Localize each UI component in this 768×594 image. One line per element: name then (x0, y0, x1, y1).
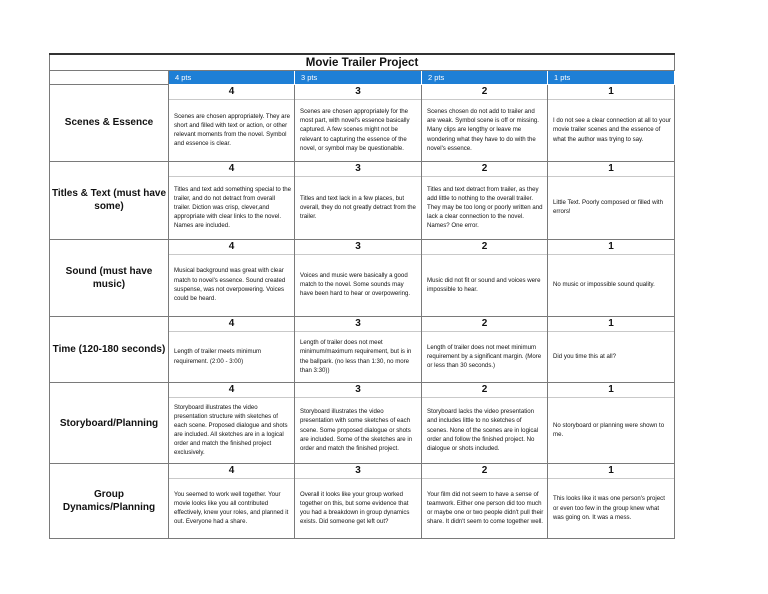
cell-description: You seemed to work well together. Your movie looks like you all contributed effectively, knew your roles, and planned it out. Everyone had a share. (174, 490, 289, 526)
cell-description: Voices and music were basically a good match to the novel. Some sounds may have been hard to hear or overpowering. (300, 272, 411, 298)
cell-description: No music or impossible sound quality. (553, 281, 655, 289)
rubric-row-scenes (50, 85, 675, 162)
criterion-label: Titles & Text (must have some) (50, 161, 169, 239)
score-value: 2 (422, 85, 547, 100)
points-header-row (50, 71, 675, 85)
cell-description: Little Text. Poorly composed or filled with errors! (553, 199, 663, 216)
rubric-cell (548, 85, 675, 162)
cell-description: Storyboard lacks the video presentation and includes little to no sketches of scenes. None of the scenes are in logical order and follow the finished project. No dialogue or shots included. (427, 408, 539, 452)
score-value: 2 (422, 464, 547, 479)
cell-description: Scenes are chosen appropriately. They are short and filled with text or action, or other relevant moments from the novel. Symbol and essence is clear. (174, 112, 290, 148)
rubric-cell (548, 316, 675, 383)
score-value: 1 (548, 317, 674, 332)
rubric-row-time (50, 316, 675, 383)
cell-description: Music did not fit or sound and voices were impossible to hear. (427, 276, 541, 293)
score-value: 2 (422, 162, 547, 177)
cell-description: Scenes are chosen appropriately for the most part, with novel's essence basically captured. A few scenes might not be relevant to capturing the essence of the novel, or symbol may be questionable. (300, 108, 410, 152)
score-value: 1 (548, 85, 674, 100)
score-value: 3 (295, 240, 421, 255)
cell-description: Musical background was great with clear match to novel's essence. Sound created suspense, was not overpowering. Voices could be heard. (174, 267, 286, 302)
score-value: 4 (169, 240, 294, 255)
cell-description: Length of trailer does not meet minimum/maximum requirement, but is in the ballpark. (no less than 1:30, no more than 3:30)) (300, 339, 412, 374)
rubric-table (49, 53, 675, 539)
rubric-cell (295, 464, 422, 539)
score-value: 3 (295, 464, 421, 479)
score-value: 3 (295, 85, 421, 100)
rubric-cell (548, 464, 675, 539)
rubric-cell (422, 316, 548, 383)
rubric-cell (169, 85, 295, 162)
score-value: 1 (548, 383, 674, 398)
cell-description: Titles and text detract from trailer, as they add little to nothing to the overall trailer. They may be too long or poorly written and lack a clear connection to the novel. Names? One error. (427, 185, 543, 230)
points-header-3: 3 pts (295, 71, 422, 85)
rubric-row-group-dynamics (50, 464, 675, 539)
score-value: 4 (169, 317, 294, 332)
rubric-cell (169, 464, 295, 539)
rubric-cell (422, 383, 548, 464)
score-value: 4 (169, 383, 294, 398)
cell-description: Length of trailer does not meet minimum requirement by a significant margin. (More or less than 30 seconds.) (427, 343, 542, 370)
cell-description: This looks like it was one person's project or even too few in the group knew what was going on. It was a mess. (553, 495, 665, 521)
rubric-cell (169, 383, 295, 464)
points-header-4: 4 pts (169, 71, 295, 85)
points-header-2: 2 pts (422, 71, 548, 85)
rubric-cell (422, 464, 548, 539)
score-value: 4 (169, 85, 294, 100)
rubric-row-storyboard (50, 383, 675, 464)
criterion-label: Storyboard/Planning (50, 383, 169, 464)
points-header-1: 1 pts (548, 71, 675, 85)
criterion-label: Scenes & Essence (50, 85, 169, 162)
score-value: 2 (422, 317, 547, 332)
cell-description: Did you time this at all? (553, 353, 616, 361)
rubric-cell (548, 161, 675, 239)
criteria-header-blank (50, 71, 169, 85)
score-value: 3 (295, 383, 421, 398)
score-value: 3 (295, 317, 421, 332)
rubric-cell (295, 85, 422, 162)
cell-description: Titles and text add something special to the trailer, and do not detract from overall trailer. Diction was crisp, clever,and appropriate with clear links to the novel. Names are included. (174, 185, 291, 230)
criterion-label: Group Dynamics/Planning (50, 464, 169, 539)
cell-description: No storyboard or planning were shown to me. (553, 422, 665, 439)
rubric-row-sound (50, 239, 675, 316)
rubric-cell (422, 85, 548, 162)
rubric-cell (295, 239, 422, 316)
cell-description: Storyboard illustrates the video presentation structure with sketches of each scene. Proposed dialogue and shots are included. All sketches are in a logical order and match the finished project exclusively. (174, 403, 288, 457)
cell-description: Titles and text lack in a few places, but overall, they do not greatly detract from the trailer. (300, 194, 416, 220)
score-value: 2 (422, 383, 547, 398)
rubric-cell (169, 316, 295, 383)
rubric-cell (295, 161, 422, 239)
cell-description: I do not see a clear connection at all to your movie trailer scenes and the essence of what the author was trying to say. (553, 117, 671, 143)
score-value: 4 (169, 464, 294, 479)
cell-description: Length of trailer meets minimum requirement. (2:00 - 3:00) (174, 348, 262, 365)
criterion-label: Sound (must have music) (50, 239, 169, 316)
score-value: 3 (295, 162, 421, 177)
score-value: 2 (422, 240, 547, 255)
score-value: 1 (548, 464, 674, 479)
score-value: 4 (169, 162, 294, 177)
rubric-cell (295, 383, 422, 464)
cell-description: Your film did not seem to have a sense of teamwork. Either one person did too much or maybe one or two people didn't pull their share. It didn't seem to come together well. (427, 490, 544, 526)
rubric-cell (169, 239, 295, 316)
cell-description: Storyboard illustrates the video presentation with some sketches of each scene. Some proposed dialogue or shots are included. Some of the sketches are in order and match the finished project. (300, 408, 413, 452)
rubric-cell (548, 383, 675, 464)
rubric-cell (169, 161, 295, 239)
score-value: 1 (548, 162, 674, 177)
rubric-cell (548, 239, 675, 316)
rubric-row-titles (50, 161, 675, 239)
rubric-title: Movie Trailer Project (50, 54, 675, 71)
score-value: 1 (548, 240, 674, 255)
criterion-label: Time (120-180 seconds) (50, 316, 169, 383)
cell-description: Overall it looks like your group worked together on this, but some evidence that you had a breakdown in group dynamics exists. Did someone get left out? (300, 490, 410, 526)
rubric-cell (422, 161, 548, 239)
rubric-cell (422, 239, 548, 316)
rubric-cell (295, 316, 422, 383)
cell-description: Scenes chosen do not add to trailer and are weak. Symbol scene is off or missing. Many clips are lengthy or leave me wondering what they have to do with the novel's essence. (427, 108, 539, 152)
